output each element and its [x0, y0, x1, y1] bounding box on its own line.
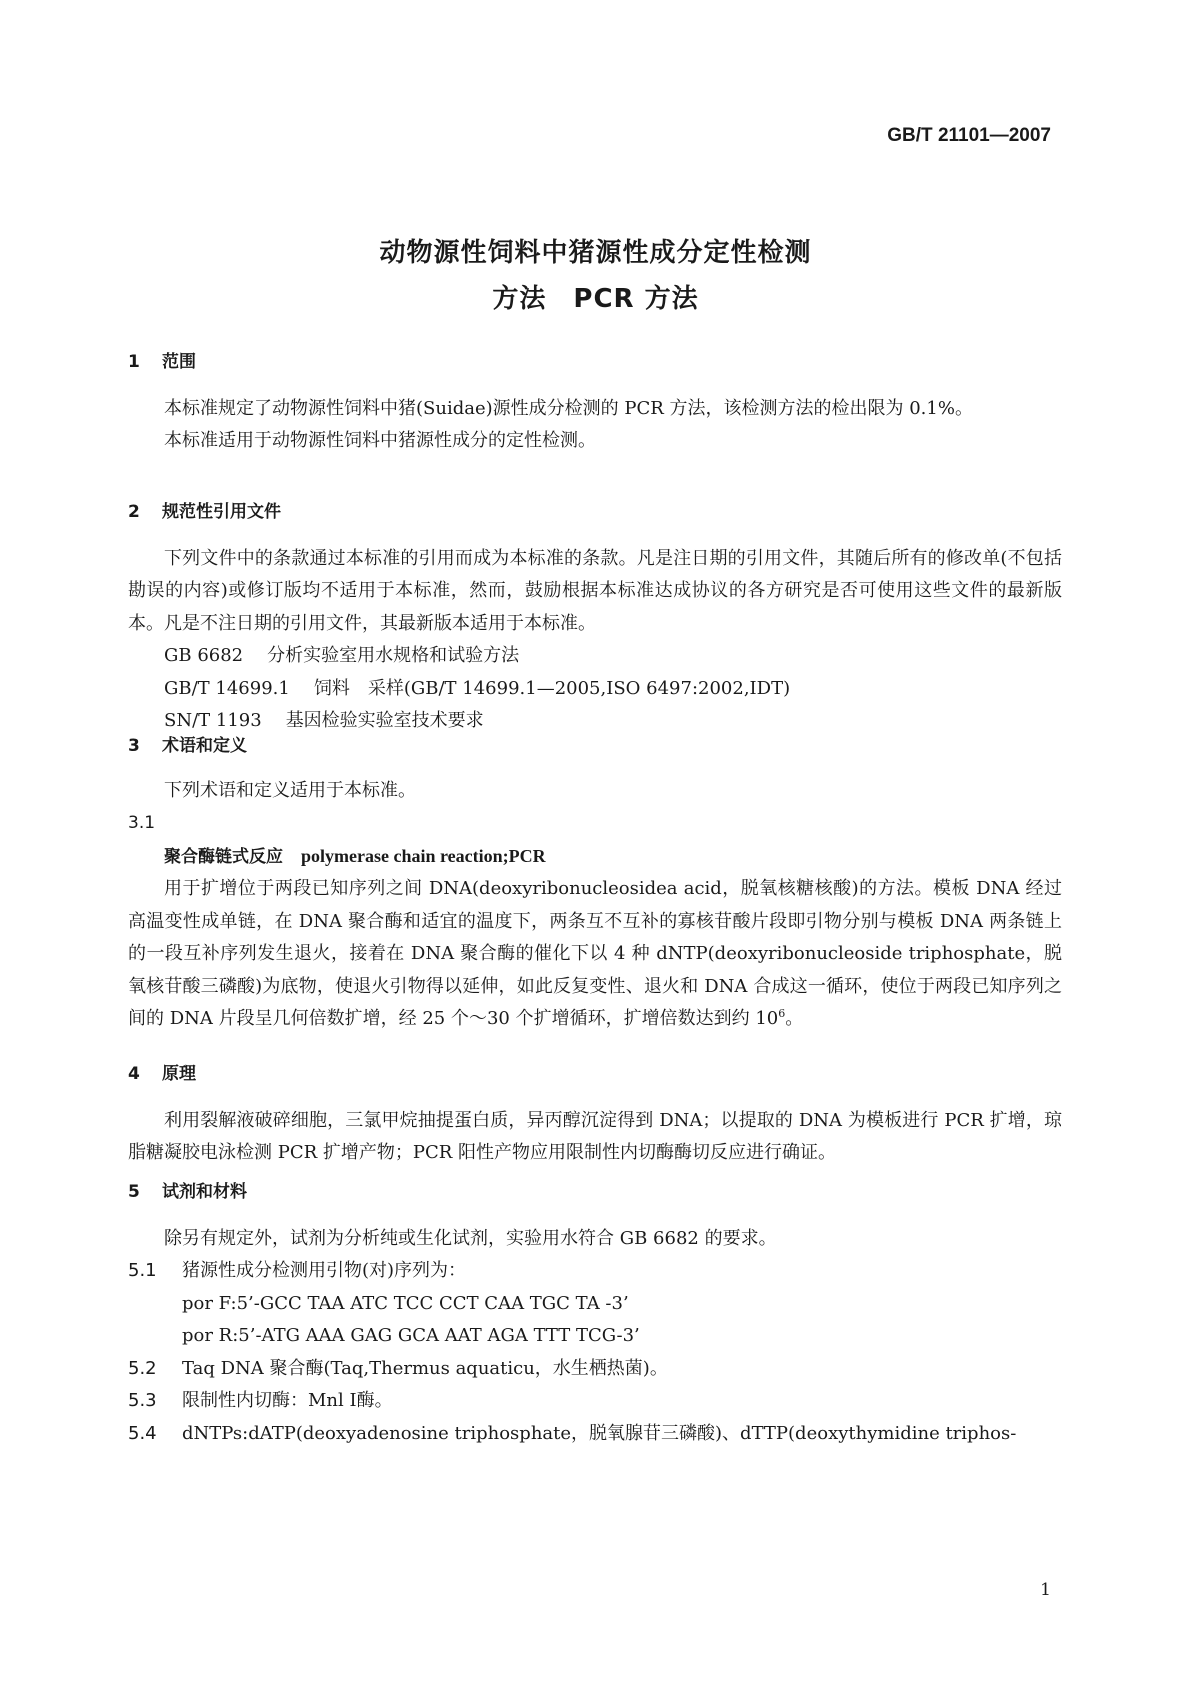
paragraph: 下列文件中的条款通过本标准的引用而成为本标准的条款。凡是注日期的引用文件，其随后所有的修改单(不包括勘误的内容)或修订版均不适用于本标准，然而，鼓励根据本标准达成协议的各方研究是否可使用这些文件的最新版本。凡是不注日期的引用文件，其最新版本适用于本标准。: [128, 547, 1062, 634]
section-4: [128, 1058, 1062, 1170]
section-number: 4: [128, 1064, 140, 1084]
section-3: [128, 730, 1062, 1036]
section-2: [128, 496, 1062, 738]
page-number: 1: [1040, 1580, 1051, 1600]
term-chinese: 聚合酶链式反应: [164, 846, 283, 867]
section-title: 试剂和材料: [162, 1182, 247, 1202]
section-title: 术语和定义: [162, 736, 247, 756]
reference-code: SN/T 1193: [164, 710, 262, 731]
section-5: [128, 1176, 1062, 1450]
item-text: 猪源性成分检测用引物(对)序列为：: [182, 1260, 467, 1281]
section-heading: [128, 730, 1062, 763]
list-item: [128, 1385, 1062, 1418]
section-number: 3: [128, 736, 140, 756]
list-item: [128, 1353, 1062, 1386]
term-definition: [128, 873, 1062, 1036]
item-text: dNTPs:dATP(deoxyadenosine triphosphate，脱氧腺苷三磷酸)、dTTP(deoxythymidine triphos-: [182, 1422, 1017, 1444]
section-1: [128, 346, 1062, 458]
section-heading: [128, 1058, 1062, 1091]
section-heading: [128, 1176, 1062, 1209]
section-heading: [128, 496, 1062, 529]
item-number: 5.4: [128, 1422, 157, 1444]
paragraph: 本标准适用于动物源性饲料中猪源性成分的定性检测。: [164, 430, 596, 451]
primer-reverse: por R:5’-ATG AAA GAG GCA AAT AGA TTT TCG-3’: [182, 1325, 640, 1346]
paragraph: 本标准规定了动物源性饲料中猪(Suidae)源性成分检测的 PCR 方法，该检测方法的检出限为 0.1%。: [164, 397, 973, 419]
item-number: 5.3: [128, 1390, 157, 1411]
reference-code: GB 6682: [164, 645, 244, 666]
section-number: 2: [128, 502, 140, 522]
reference-item: [128, 673, 1062, 706]
list-item: [128, 1418, 1062, 1451]
section-number: 1: [128, 352, 140, 372]
term-english: polymerase chain reaction;PCR: [301, 845, 546, 866]
list-item: [128, 1255, 1062, 1288]
paragraph: 下列术语和定义适用于本标准。: [164, 779, 416, 801]
reference-title: 分析实验室用水规格和试验方法: [267, 645, 520, 666]
section-title: 范围: [162, 352, 196, 372]
paragraph: 除另有规定外，试剂为分析纯或生化试剂，实验用水符合 GB 6682 的要求。: [164, 1227, 777, 1249]
reference-title: 饲料 采样(GB/T 14699.1—2005,ISO 6497:2002,IDT): [313, 677, 791, 699]
definition-end: 。: [785, 1008, 804, 1029]
section-title: 原理: [162, 1064, 196, 1084]
primer-forward: por F:5’-GCC TAA ATC TCC CCT CAA TGC TA -3’: [182, 1292, 629, 1314]
document-title-line2: 方法 PCR 方法: [492, 284, 699, 314]
section-number: 5: [128, 1182, 140, 1202]
document-title-line1: 动物源性饲料中猪源性成分定性检测: [379, 238, 812, 268]
item-number: 5.1: [128, 1260, 157, 1281]
item-text: 限制性内切酶：Mnl Ⅰ酶。: [182, 1390, 393, 1411]
definition-text: 用于扩增位于两段已知序列之间 DNA(deoxyribonucleosidea acid，脱氧核糖核酸)的方法。模板 DNA 经过高温变性成单链，在 DNA 聚合酶和适宜的温度下，两条互不互补的寡核苷酸片段即引物分别与模板 DNA 两条链上的一段互补序列发生退火，接着在 DNA 聚合酶的催化下以 4 种 dNTP(deoxyribonucleoside triphosphate，脱氧核苷酸三磷酸)为底物，使退火引物得以延伸，如此反复变性、退火和 DNA 合成这一循环，使位于两段已知序列之间的 DNA 片段呈几何倍数扩增，经 25 个～30 个扩增循环，扩增倍数达到约 10: [128, 878, 1062, 1029]
term-entry: [128, 840, 1062, 874]
subsection-number: 3.1: [128, 813, 156, 833]
paragraph: 利用裂解液破碎细胞，三氯甲烷抽提蛋白质，异丙醇沉淀得到 DNA；以提取的 DNA 为模板进行 PCR 扩增，琼脂糖凝胶电泳检测 PCR 扩增产物；PCR 阳性产物应用限制性内切酶酶切反应进行确证。: [128, 1109, 1062, 1163]
reference-title: 基因检验实验室技术要求: [285, 710, 484, 731]
section-title: 规范性引用文件: [162, 502, 281, 522]
section-heading: [128, 346, 1062, 379]
reference-code: GB/T 14699.1: [164, 677, 290, 699]
item-text: Taq DNA 聚合酶(Taq,Thermus aquaticu，水生栖热菌)。: [182, 1357, 668, 1379]
definition-superscript: 6: [778, 1007, 786, 1020]
reference-item: [128, 640, 1062, 673]
item-number: 5.2: [128, 1357, 157, 1379]
standard-code: GB/T 21101—2007: [887, 125, 1051, 146]
